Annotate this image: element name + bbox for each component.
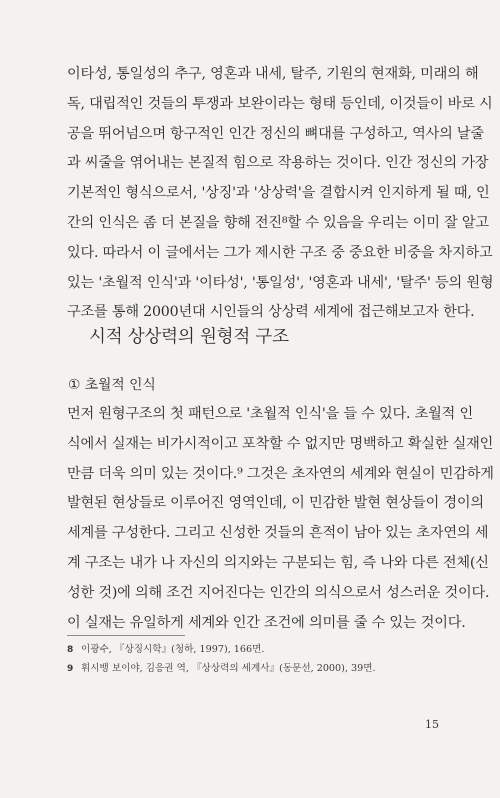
- paragraph-line: 독, 대립적인 것들의 투쟁과 보완이라는 형태 등인데, 이것들이 바로 시: [67, 95, 493, 112]
- paragraph-line: 이타성, 통일성의 추구, 영혼과 내세, 탈주, 기원의 현재화, 미래의 해: [67, 66, 479, 82]
- paragraph-2: [67, 400, 494, 638]
- paragraph-line: 과 씨줄을 엮어내는 본질적 힘으로 작용하는 것이다. 인간 정신의 가장: [67, 155, 489, 172]
- footnote-text: 휘시뱅 보이야, 김응권 역, 『상상력의 세계사』(동문선, 2000), 39면.: [81, 663, 376, 674]
- paragraph-line: 계 구조는 내가 나 자신의 의지와는 구분되는 힘, 즉 나와 다른 전체(신: [67, 554, 489, 571]
- paragraph-line: 발현된 현상들로 이루어진 영역인데, 이 민감한 발현 현상들이 경이의: [67, 495, 484, 512]
- footnote: [67, 662, 376, 676]
- paragraph-line: 만큼 더욱 의미 있는 것이다.⁹ 그것은 초자연의 세계와 현실이 민감하게: [67, 465, 494, 482]
- paragraph-line: 기본적인 형식으로서, '상징'과 '상상력'을 결합시켜 인지하게 될 때, 인: [67, 185, 490, 202]
- subsection-title: ① 초월적 인식: [68, 377, 156, 393]
- section-title: 시적 상상력의 원형적 구조: [89, 327, 289, 347]
- paragraph-line: 공을 뛰어넘으며 항구적인 인간 정신의 뼈대를 구성하고, 역사의 날줄: [67, 125, 484, 142]
- footnote-text: 이광수, 『상징시학』(청하, 1997), 166면.: [81, 644, 265, 655]
- paragraph-line: 세계를 구성한다. 그리고 신성한 것들의 흔적이 남아 있는 초자연의 세: [67, 525, 489, 542]
- paragraph-line: 구조를 통해 2000년대 시인들의 상상력 세계에 접근해보고자 한다.: [67, 304, 475, 321]
- paragraph-1: [67, 60, 494, 328]
- page-number: 15: [425, 718, 439, 731]
- footnote-divider: [67, 635, 185, 636]
- paragraph-line: 식에서 실재는 비가시적이고 포착할 수 없지만 명백하고 확실한 실재인: [67, 435, 494, 452]
- paragraph-line: 간의 인식은 좀 더 본질을 향해 전진⁸할 수 있음을 우리는 이미 잘 알고: [67, 214, 489, 231]
- paragraph-line: 있는 '초월적 인식'과 '이타성', '통일성', '영혼과 내세', '탈주' 등의 원형: [67, 274, 494, 291]
- paragraph-line: 있다. 따라서 이 글에서는 그가 제시한 구조 중 중요한 비중을 차지하고: [67, 244, 493, 261]
- footnote-number: 9: [67, 664, 74, 674]
- footnote: [67, 643, 264, 657]
- paragraph-line: 이 실재는 유일하게 세계와 인간 조건에 의미를 줄 수 있는 것이다.: [67, 614, 466, 631]
- paragraph-line: 성한 것)에 의해 조건 지어진다는 인간의 의식으로서 성스러운 것이다.: [67, 584, 490, 601]
- paragraph-line: 먼저 원형구조의 첫 패턴으로 '초월적 인식'을 들 수 있다. 초월적 인: [67, 406, 473, 422]
- footnote-number: 8: [67, 645, 74, 655]
